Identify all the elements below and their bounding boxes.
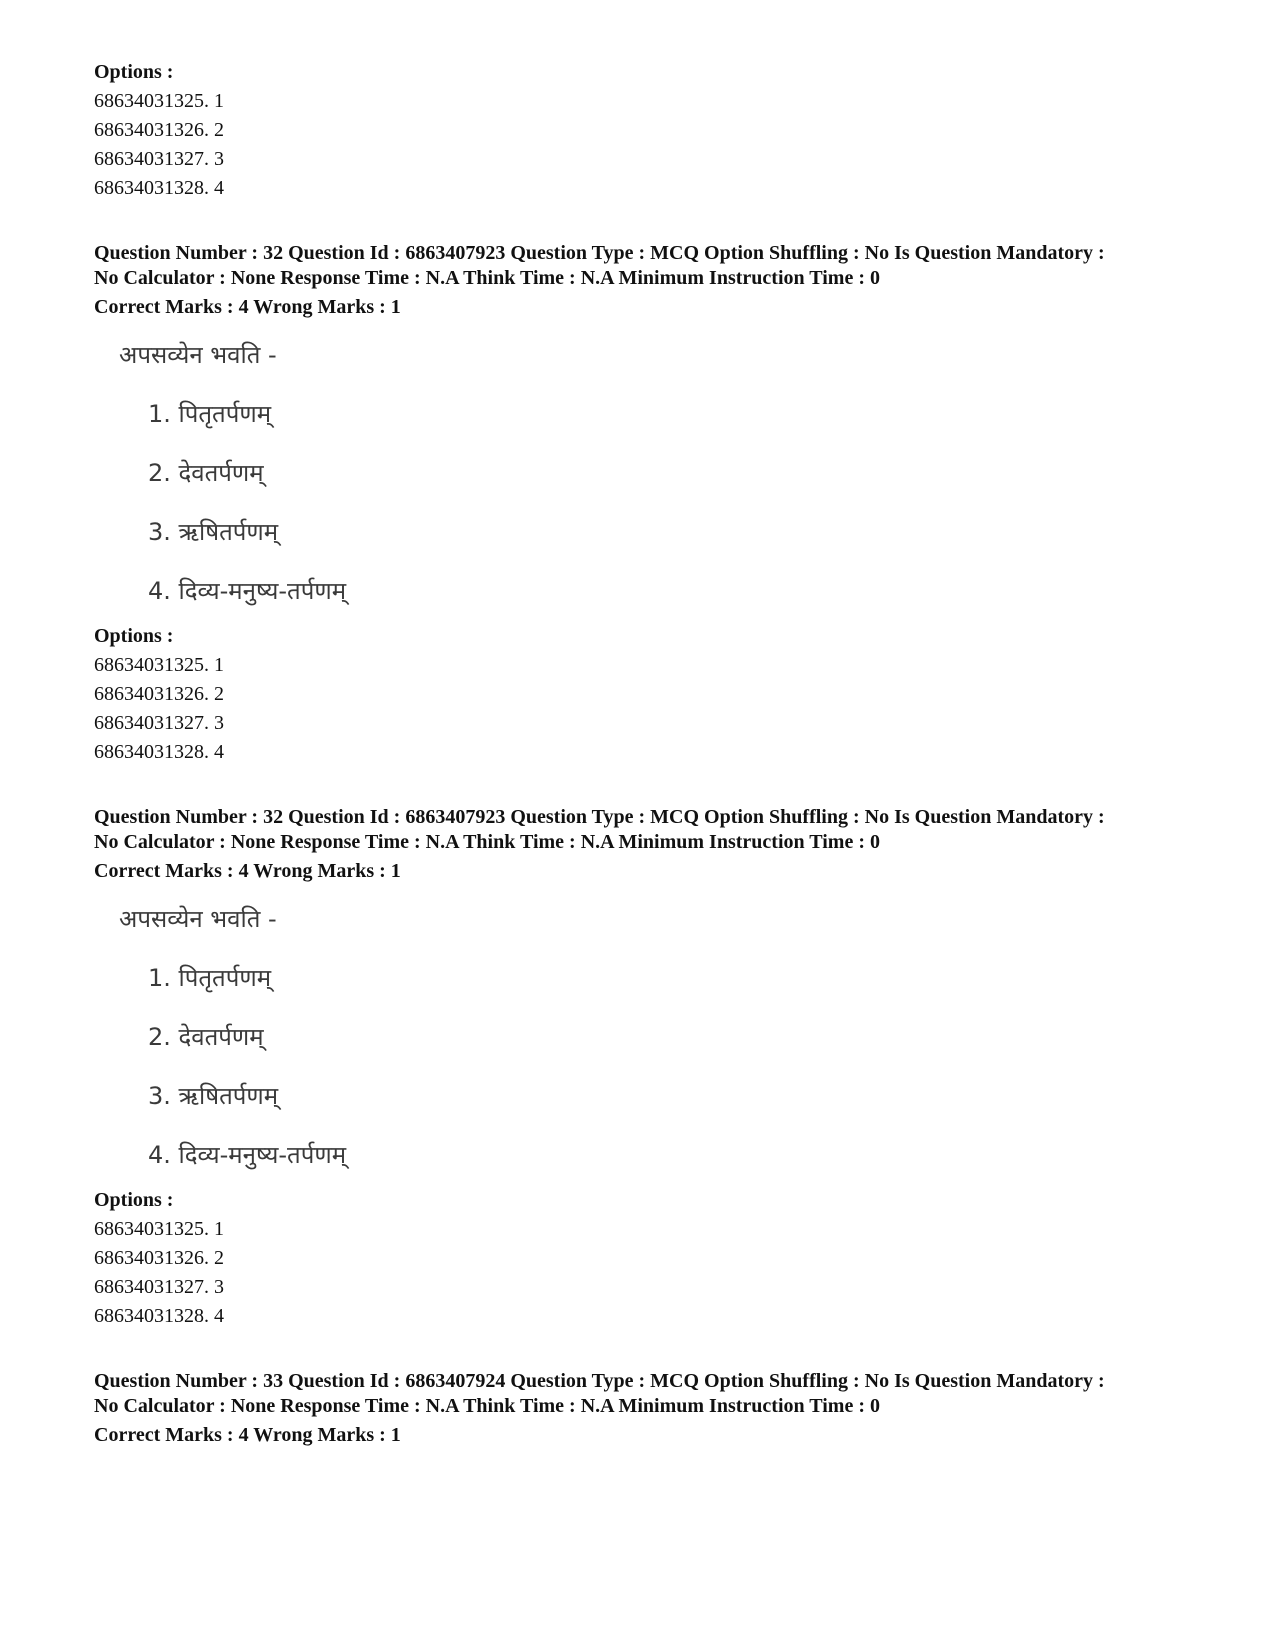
options-block [94,622,1214,767]
question-image [119,904,346,1170]
options-block [94,58,1214,203]
question-meta-line2: No Calculator : None Response Time : N.A Think Time : N.A Minimum Instruction Time : 0 [94,1395,880,1417]
question-meta-line1: Question Number : 32 Question Id : 6863407923 Question Type : MCQ Option Shuffling : No Is Question Mandatory : [94,806,1105,828]
question-header [94,805,1214,884]
option-item: 68634031328. 4 [94,741,224,763]
option-item: 68634031326. 2 [94,119,224,141]
options-label: Options : [94,625,174,647]
question-header [94,241,1214,320]
question-marks: Correct Marks : 4 Wrong Marks : 1 [94,860,401,882]
question-meta-line2: No Calculator : None Response Time : N.A Think Time : N.A Minimum Instruction Time : 0 [94,267,880,289]
option-item: 68634031325. 1 [94,654,224,676]
question-item: 2. देवतर्पणम् [148,459,264,487]
option-item: 68634031327. 3 [94,148,224,170]
question-image [119,340,346,606]
question-stem: अपसव्येन भवति - [119,905,277,933]
question-item: 3. ऋषितर्पणम् [148,1082,279,1110]
question-stem: अपसव्येन भवति - [119,341,277,369]
options-label: Options : [94,61,174,83]
options-block [94,1186,1214,1331]
question-marks: Correct Marks : 4 Wrong Marks : 1 [94,296,401,318]
question-item: 3. ऋषितर्पणम् [148,518,279,546]
question-marks: Correct Marks : 4 Wrong Marks : 1 [94,1424,401,1446]
question-meta-line2: No Calculator : None Response Time : N.A Think Time : N.A Minimum Instruction Time : 0 [94,831,880,853]
question-meta-line1: Question Number : 32 Question Id : 6863407923 Question Type : MCQ Option Shuffling : No Is Question Mandatory : [94,242,1105,264]
question-item: 4. दिव्य-मनुष्य-तर्पणम् [148,1141,347,1169]
question-item: 2. देवतर्पणम् [148,1023,264,1051]
question-meta-line1: Question Number : 33 Question Id : 6863407924 Question Type : MCQ Option Shuffling : No Is Question Mandatory : [94,1370,1105,1392]
question-item: 4. दिव्य-मनुष्य-तर्पणम् [148,577,347,605]
option-item: 68634031327. 3 [94,1276,224,1298]
options-label: Options : [94,1189,174,1211]
option-item: 68634031326. 2 [94,1247,224,1269]
option-item: 68634031328. 4 [94,177,224,199]
question-header [94,1369,1214,1448]
option-item: 68634031325. 1 [94,1218,224,1240]
option-item: 68634031326. 2 [94,683,224,705]
question-item: 1. पितृतर्पणम् [148,400,272,428]
option-item: 68634031325. 1 [94,90,224,112]
option-item: 68634031327. 3 [94,712,224,734]
question-item: 1. पितृतर्पणम् [148,964,272,992]
option-item: 68634031328. 4 [94,1305,224,1327]
